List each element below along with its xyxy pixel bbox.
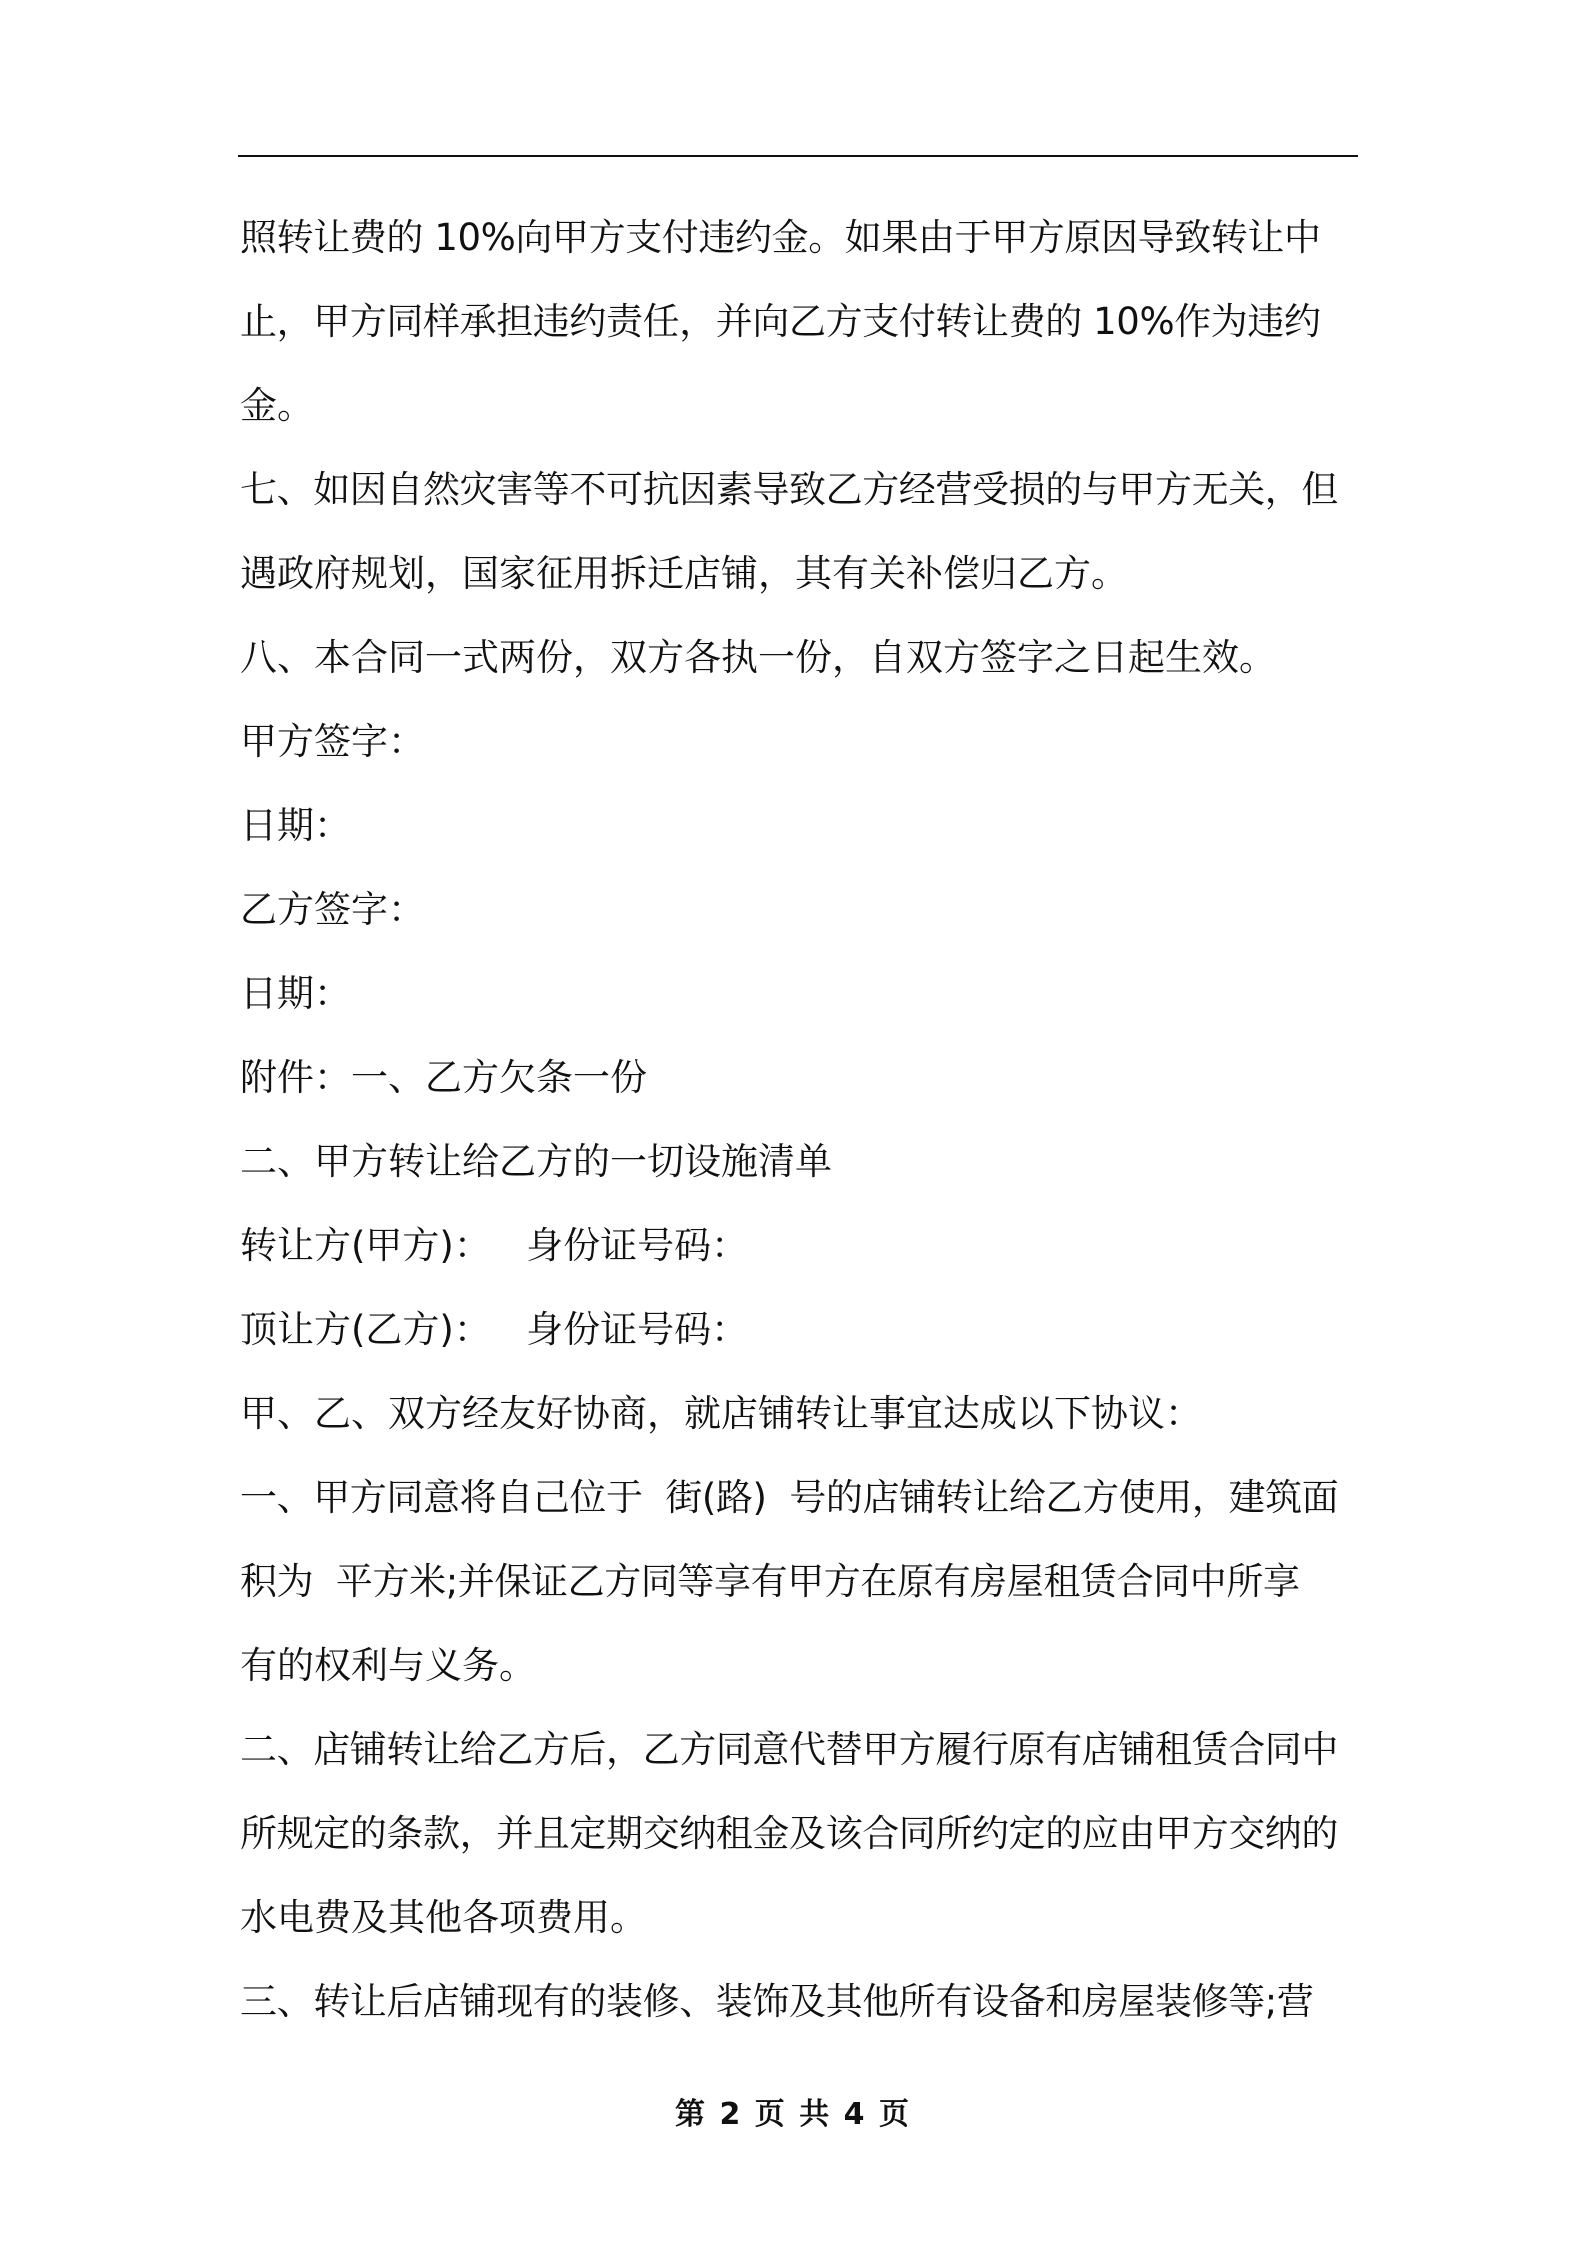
text-line: 有的权利与义务。 — [240, 1644, 536, 1687]
transferor-line: 转让方(甲方)： 身份证号码： — [240, 1224, 749, 1267]
text-line: 七、如因自然灾害等不可抗因素导致乙方经营受损的与甲方无关，但 — [240, 468, 1338, 511]
text-line: 遇政府规划，国家征用拆迁店铺，其有关补偿归乙方。 — [240, 552, 1128, 595]
document-body — [240, 196, 1360, 2044]
text-line: 止，甲方同样承担违约责任，并向乙方支付转让费的 10%作为违约 — [240, 300, 1321, 343]
text-line: 所规定的条款，并且定期交纳租金及该合同所约定的应由甲方交纳的 — [240, 1812, 1338, 1855]
date-field-party-b: 日期： — [240, 972, 351, 1015]
text-line: 甲、乙、双方经友好协商，就店铺转让事宜达成以下协议： — [240, 1392, 1202, 1435]
text-line: 八、本合同一式两份，双方各执一份，自双方签字之日起生效。 — [240, 636, 1276, 679]
text-line: 水电费及其他各项费用。 — [240, 1896, 647, 1939]
date-field-party-a: 日期： — [240, 804, 351, 847]
page-number: 第 2 页 共 4 页 — [675, 2097, 911, 2132]
transferee-line: 顶让方(乙方)： 身份证号码： — [240, 1308, 749, 1351]
attachment-line: 附件：一、乙方欠条一份 — [240, 1056, 647, 1099]
text-line: 三、转让后店铺现有的装修、装饰及其他所有设备和房屋装修等;营 — [240, 1980, 1314, 2023]
text-line: 一、甲方同意将自己位于 街(路) 号的店铺转让给乙方使用，建筑面 — [240, 1476, 1339, 1519]
text-line: 金。 — [240, 384, 314, 427]
signature-field-party-a: 甲方签字： — [240, 720, 425, 763]
header-rule — [238, 155, 1358, 157]
text-line: 二、店铺转让给乙方后，乙方同意代替甲方履行原有店铺租赁合同中 — [240, 1728, 1338, 1771]
attachment-line: 二、甲方转让给乙方的一切设施清单 — [240, 1140, 832, 1183]
text-line: 照转让费的 10%向甲方支付违约金。如果由于甲方原因导致转让中 — [240, 216, 1321, 259]
text-line: 积为 平方米;并保证乙方同等享有甲方在原有房屋租赁合同中所享 — [240, 1560, 1300, 1603]
signature-field-party-b: 乙方签字： — [240, 888, 425, 931]
